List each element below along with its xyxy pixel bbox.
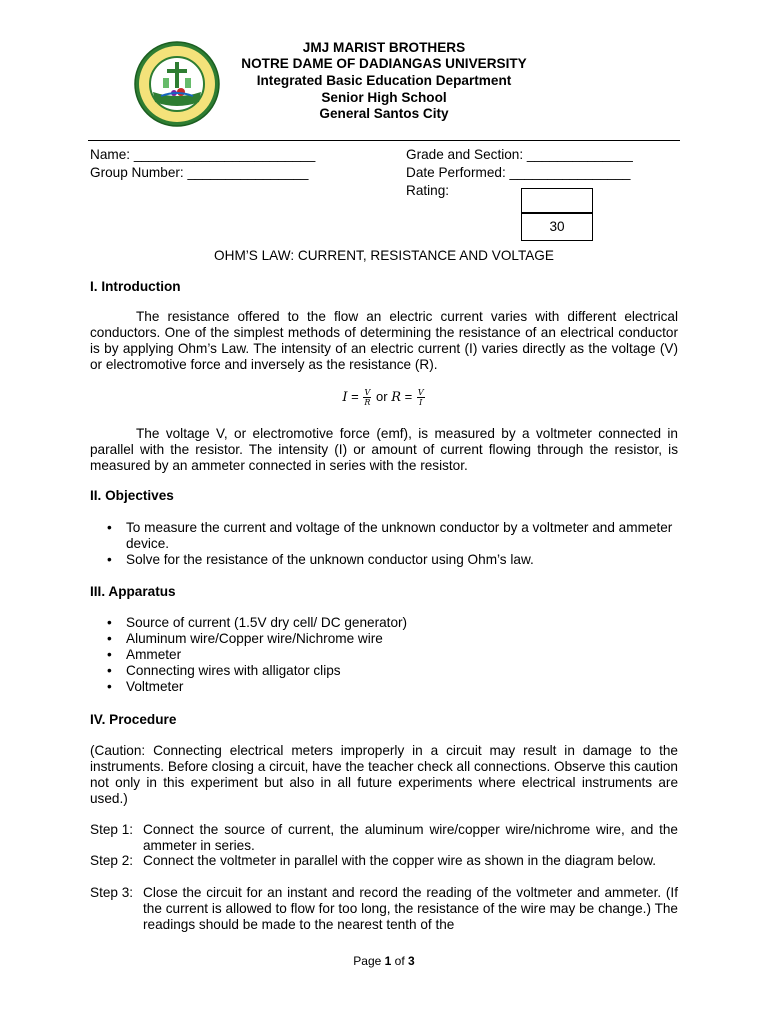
apparatus-list — [90, 615, 678, 695]
objective-item: • To measure the current and voltage of the unknown conductor by a voltmeter and ammeter device. — [90, 520, 678, 552]
of-word: of — [391, 954, 409, 968]
formula-fraction-v-over-r — [363, 388, 371, 407]
apparatus-heading: III. Apparatus — [90, 584, 176, 599]
name-field: Name: ________________________ — [90, 147, 316, 162]
introduction-heading: I. Introduction — [90, 279, 181, 294]
procedure-step-1 — [90, 822, 678, 854]
step-label: Step 1: — [90, 822, 134, 837]
apparatus-item: • Voltmeter — [90, 679, 678, 695]
apparatus-item: • Source of current (1.5V dry cell/ DC generator) — [90, 615, 678, 631]
formula-r-1: R — [364, 398, 371, 407]
introduction-paragraph-2: The voltage V, or electromotive force (emf), is measured by a voltmeter connected in parallel with the resistor. The intensity (I) or amount of current flowing through the resistor, is measured by an ammeter connected in series with the resistor. — [90, 426, 678, 473]
formula-eq-2: = — [400, 388, 416, 404]
step-text: Close the circuit for an instant and record the reading of the voltmeter and ammeter. (If the current is allowed to flow for too long, the resistance of the wire may be change.) The readings should be made to the nearest tenth of the — [143, 885, 678, 932]
rating-total-box — [521, 212, 593, 241]
apparatus-item: • Ammeter — [90, 647, 678, 663]
formula-or: or — [372, 388, 392, 404]
page-number: 1 — [384, 954, 392, 968]
header-line-4: Senior High School — [321, 90, 447, 105]
objectives-list — [90, 520, 678, 568]
date-performed-field: Date Performed: ________________ — [406, 165, 631, 180]
apparatus-item: • Aluminum wire/Copper wire/Nichrome wire — [90, 631, 678, 647]
introduction-paragraph-1: The resistance offered to the flow an electric current varies with different electrical conductors. One of the simplest methods of determining the resistance of an electrical conductor is by applying Ohm’s Law. The intensity of an electric current (I) varies directly as the voltage (V) or electromotive force and inversely as the resistance (R). — [90, 309, 678, 372]
formula-v-1: V — [364, 388, 371, 397]
objective-item: • Solve for the resistance of the unknown conductor using Ohm’s law. — [90, 552, 678, 568]
formula-fraction-v-over-i — [417, 388, 425, 407]
procedure-heading: IV. Procedure — [90, 712, 177, 727]
rating-score-box — [521, 188, 593, 214]
header-divider — [88, 140, 680, 141]
procedure-caution: (Caution: Connecting electrical meters improperly in a circuit may result in damage to the instruments. Before closing a circuit, have the teacher check all connections. Observe this caution not only in this experiment but also in all future experiments where electrical instruments are used.) — [90, 743, 678, 806]
header-line-3: Integrated Basic Education Department — [256, 73, 512, 88]
header-line-5: General Santos City — [319, 106, 449, 121]
step-text: Connect the source of current, the aluminum wire/copper wire/nichrome wire, and the ammeter in series. — [143, 822, 678, 853]
formula-i: I — [342, 389, 348, 405]
ohms-law-formula — [0, 388, 768, 407]
objectives-heading: II. Objectives — [90, 488, 174, 503]
group-number-field: Group Number: ________________ — [90, 165, 309, 180]
grade-section-field: Grade and Section: ______________ — [406, 147, 633, 162]
formula-i-2: I — [419, 398, 423, 407]
document-title: OHM’S LAW: CURRENT, RESISTANCE AND VOLTAGE — [214, 248, 554, 263]
procedure-step-2 — [90, 853, 678, 869]
apparatus-item: • Connecting wires with alligator clips — [90, 663, 678, 679]
rating-label: Rating: — [406, 183, 450, 198]
page-word: Page — [353, 954, 385, 968]
formula-eq-1: = — [347, 388, 363, 404]
formula-v-2: V — [417, 388, 424, 397]
step-label: Step 2: — [90, 853, 134, 868]
header-line-2: NOTRE DAME OF DADIANGAS UNIVERSITY — [241, 56, 527, 71]
page-footer — [0, 953, 768, 969]
step-text: Connect the voltmeter in parallel with the copper wire as shown in the diagram below. — [143, 853, 657, 868]
page-total: 3 — [408, 954, 415, 968]
formula-r: R — [391, 389, 401, 405]
step-label: Step 3: — [90, 885, 134, 900]
rating-total: 30 — [549, 219, 565, 234]
header-line-1: JMJ MARIST BROTHERS — [302, 40, 466, 55]
procedure-step-3 — [90, 885, 678, 933]
